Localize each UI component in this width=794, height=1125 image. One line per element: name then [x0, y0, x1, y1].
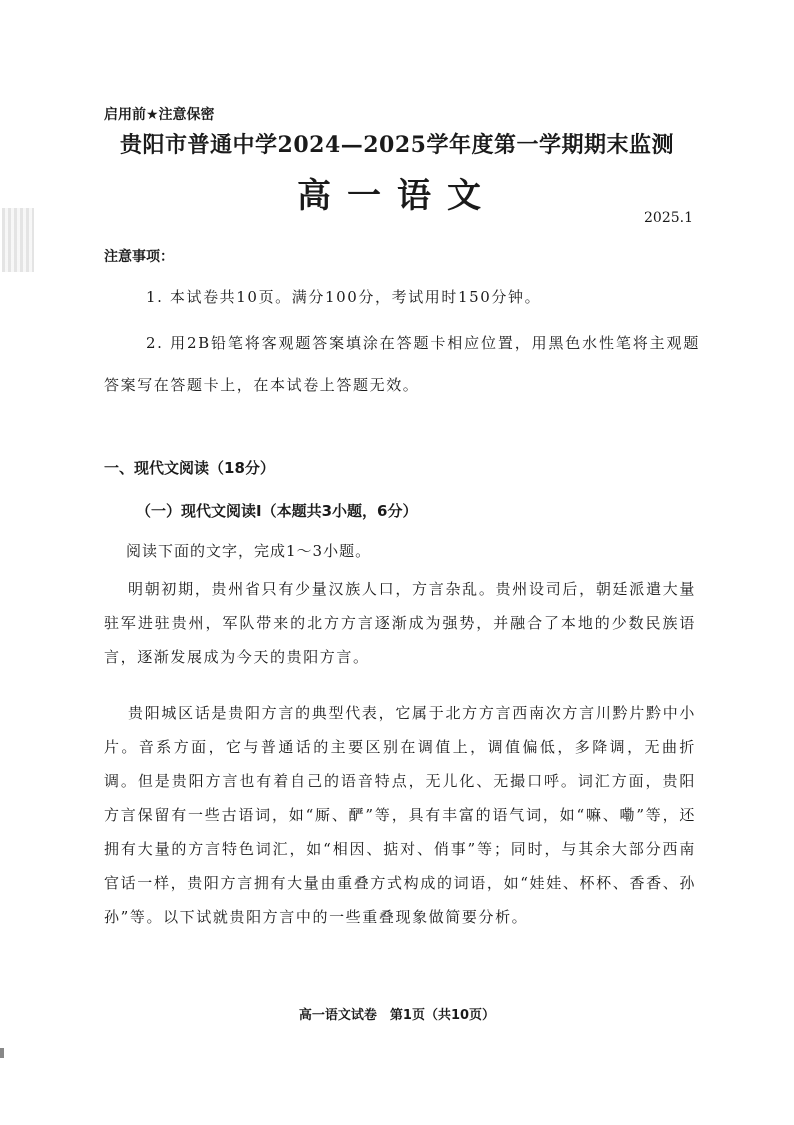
page-footer: 高一语文试卷 第1页（共10页）	[298, 1008, 496, 1023]
subject-title: 高一语文	[297, 176, 497, 216]
exam-title: 贵阳市普通中学2024—2025学年度第一学期期末监测	[120, 132, 674, 158]
section-title: 一、现代文阅读（18分）	[104, 459, 275, 477]
passage-paragraph-2: 贵阳城区话是贵阳方言的典型代表，它属于北方方言西南次方言川黔片黔中小片。音系方面，它与普通话的主要区别在调值上，调值偏低，多降调，无曲折调。但是贵阳方言也有着自己的语音特点，无儿化、无撮口呼。词汇方面，贵阳方言保留有一些古语词，如“厮、酽”等，具有丰富的语气词，如“嘛、嘞”等，还拥有大量的方言特色词汇，如“相因、掂对、俏事”等；同时，与其余大部分西南官话一样，贵阳方言拥有大量由重叠方式构成的词语，如“娃娃、杯杯、香香、孙孙”等。以下试就贵阳方言中的一些重叠现象做简要分析。	[104, 704, 696, 926]
section-subtitle: （一）现代文阅读Ⅰ（本题共3小题，6分）	[136, 502, 418, 520]
scan-artifact	[2, 208, 34, 272]
exam-date: 2025.1	[644, 210, 693, 226]
notice-item-2: 2. 用2B铅笔将客观题答案填涂在答题卡相应位置，用黑色水性笔将主观题答案写在答题卡上，在本试卷上答题无效。	[104, 334, 700, 394]
confidential-label: 启用前★注意保密	[104, 107, 215, 123]
notice-item-1: 1. 本试卷共10页。满分100分，考试用时150分钟。	[146, 288, 542, 306]
scan-artifact	[0, 1048, 4, 1058]
reading-instruction: 阅读下面的文字，完成1～3小题。	[126, 542, 372, 560]
notice-heading: 注意事项：	[104, 249, 174, 265]
passage-paragraph-1: 明朝初期，贵州省只有少量汉族人口，方言杂乱。贵州设司后，朝廷派遣大量驻军进驻贵州，军队带来的北方方言逐渐成为强势，并融合了本地的少数民族语言，逐渐发展成为今天的贵阳方言。	[104, 580, 696, 666]
